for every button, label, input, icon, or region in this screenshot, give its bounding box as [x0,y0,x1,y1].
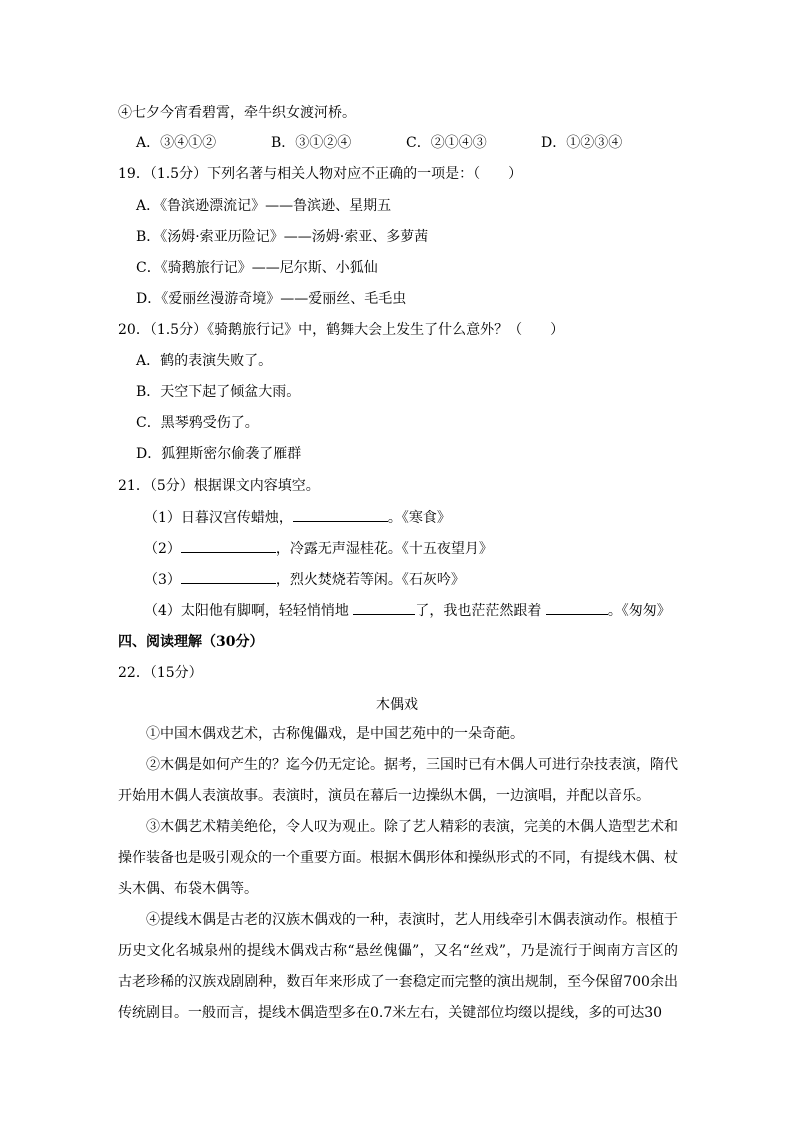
q19-stem: 19．（1.5分）下列名著与相关人物对应不正确的一项是：（ ） [118,166,523,182]
answer-blank[interactable] [181,569,276,584]
q20-option-d: D．狐狸斯密尔偷袭了雁群 [136,446,302,462]
section-heading: 四、阅读理解（30分） [118,634,264,650]
passage-paragraph-3: ③木偶艺术精美绝伦，令人叹为观止。除了艺人精彩的表演，完美的木偶人造型艺术和操作装备也是吸引观众的一个重要方面。根据木偶形体和操纵形式的不同，有提线木偶、杖头木偶、布袋木偶等。 [118,819,678,897]
q19-option-a: A．《鲁滨逊漂流记》——鲁滨逊、星期五 [136,198,392,214]
answer-blank[interactable] [353,600,415,615]
q21-stem: 21．（5分）根据课文内容填空。 [118,478,320,494]
answer-blank[interactable] [546,600,608,615]
passage-title: 木偶戏 [376,697,418,713]
q21-item3-pre: （3） [144,572,181,588]
q21-item3 [144,569,465,590]
q21-item3-post: ，烈火焚烧若等闲。《石灰吟》 [275,572,465,588]
q21-item1-pre: （1）日暮汉宫传蜡烛， [144,510,293,526]
passage-paragraph-2: ②木偶是如何产生的？迄今仍无定论。据考，三国时已有木偶人可进行杂技表演，隋代开始用木偶人表演故事。表演时，演员在幕后一边操纵木偶，一边演唱，并配以音乐。 [118,757,678,804]
passage-paragraph-4: ④提线木偶是古老的汉族木偶戏的一种，表演时，艺人用线牵引木偶表演动作。根植于历史文化名城泉州的提线木偶戏古称“悬丝傀儡”，又名“丝戏”，乃是流行于闽南方言区的古老珍稀的汉族戏剧剧种，数百年来形成了一套稳定而完整的演出规制，至今保留700余出传统剧目。一般而言，提线木偶造型多在0.7米左右，关键部位均缀以提线，多的可达30 [118,912,678,1021]
q21-item2-pre: （2） [144,541,181,557]
q20-option-c: C．黑琴鸦受伤了。 [136,415,259,431]
q21-item4-post: 。《匆匆》 [607,603,671,619]
q20-option-a: A．鹤的表演失败了。 [136,353,273,369]
q21-item4-pre: （4）太阳他有脚啊，轻轻悄悄地 [144,603,354,619]
q19-option-d: D．《爱丽丝漫游奇境》——爱丽丝、毛毛虫 [136,291,407,307]
q21-item2-post: ，冷露无声湿桂花。《十五夜望月》 [275,541,493,557]
q18-option-c: C．②①④③ [406,135,487,151]
q18-option-a: A．③④①② [136,135,217,151]
q18-option-b: B．③①②④ [271,135,352,151]
q21-item4 [144,600,671,621]
q20-option-b: B．天空下起了倾盆大雨。 [136,384,301,400]
q20-stem: 20．（1.5分）《骑鹅旅行记》中，鹤舞大会上发生了什么意外？（ ） [118,322,565,338]
q19-option-c: C．《骑鹅旅行记》——尼尔斯、小狐仙 [136,260,378,276]
q19-option-b: B．《汤姆·索亚历险记》——汤姆·索亚、多萝茜 [136,229,429,245]
answer-blank[interactable] [293,507,388,522]
q18-option-d: D．①②③④ [541,135,623,151]
q21-item1-post: 。《寒食》 [387,510,451,526]
passage-paragraph-1: ①中国木偶戏艺术，古称傀儡戏，是中国艺苑中的一朵奇葩。 [146,726,524,742]
answer-blank[interactable] [181,538,276,553]
q22-stem: 22．（15分） [118,665,203,681]
q21-item1 [144,507,451,528]
q21-item2 [144,538,493,559]
q18-options [136,133,676,153]
q21-item4-mid: 了，我也茫茫然跟着 [415,603,546,619]
q18-item4: ④七夕今宵看碧霄，牵牛织女渡河桥。 [118,105,356,121]
